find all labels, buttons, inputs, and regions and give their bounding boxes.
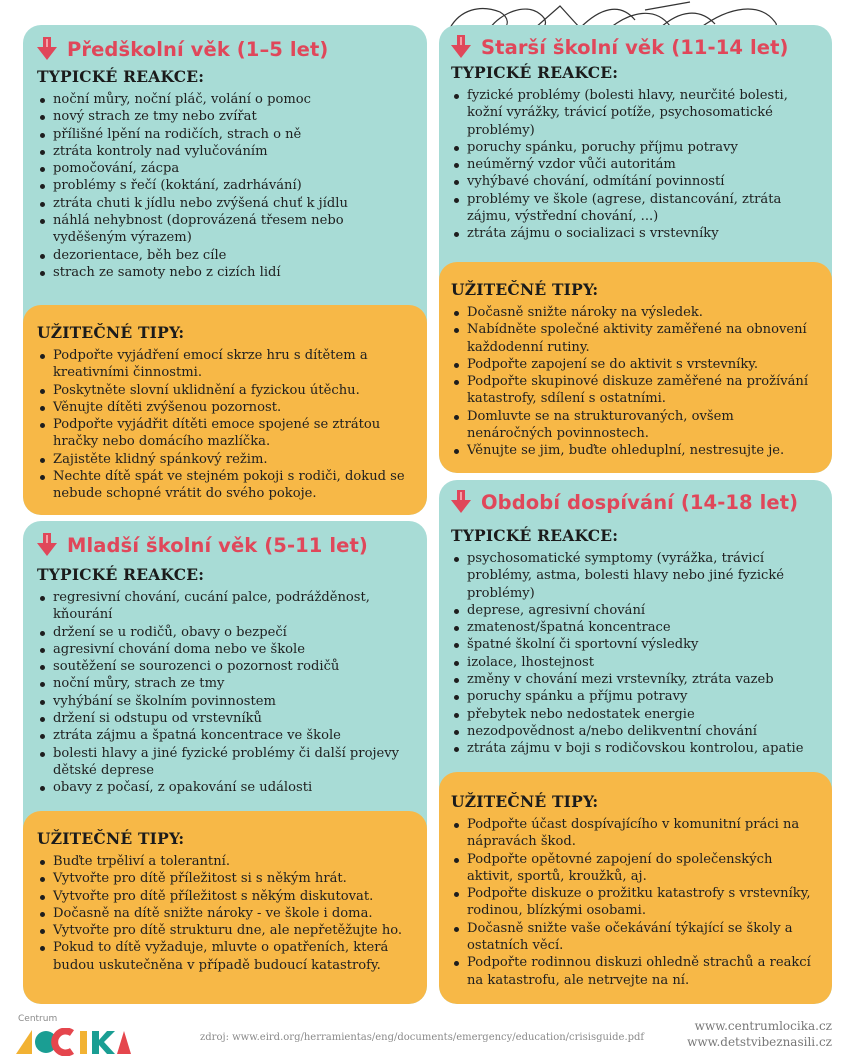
list-item: vyhýbání se školním povinnostem — [37, 693, 413, 710]
reactions-list — [451, 550, 820, 758]
list-item: Podpořte vyjádřit dítěti emoce spojené se ztrátou hračky nebo domácího mazlíčka. — [37, 416, 413, 451]
list-item: přebytek nebo nedostatek energie — [451, 706, 820, 723]
list-item: ztráta zájmu v boji s rodičovskou kontrolou, apatie — [451, 740, 820, 757]
list-item: dezorientace, běh bez cíle — [37, 247, 413, 264]
reactions-list — [37, 589, 413, 797]
list-item: Buďte trpěliví a tolerantní. — [37, 853, 413, 870]
tips-box — [439, 772, 832, 1004]
list-item: Podpořte opětovné zapojení do společenských aktivit, sportů, kroužků, aj. — [451, 851, 820, 886]
section-adolescence — [439, 480, 832, 1004]
list-item: Zajistěte klidný spánkový režim. — [37, 451, 413, 468]
locika-logo — [14, 1028, 132, 1056]
list-item: noční můry, strach ze tmy — [37, 675, 413, 692]
list-item: Podpořte rodinnou diskuzi ohledně strachů a reakcí na katastrofu, ale netrvejte na ní. — [451, 954, 820, 989]
list-item: Podpořte účast dospívajícího v komunitní práci na nápravách škod. — [451, 816, 820, 851]
list-item: vyhýbavé chování, odmítání povinností — [451, 173, 820, 190]
list-item: fyzické problémy (bolesti hlavy, neurčité bolesti, kožní vyrážky, trávicí potíže, psychosomatické problémy) — [451, 87, 820, 139]
section-title: Starší školní věk (11-14 let) — [481, 35, 789, 59]
list-item: soutěžení se sourozenci o pozornost rodičů — [37, 658, 413, 675]
section-younger-school — [23, 521, 427, 1004]
website-links — [687, 1018, 832, 1050]
list-item: změny v chování mezi vrstevníky, ztráta vazeb — [451, 671, 820, 688]
list-item: ztráta chuti k jídlu nebo zvýšená chuť k jídlu — [37, 195, 413, 212]
tips-list — [451, 304, 820, 460]
list-item: problémy s řečí (koktání, zadrhávání) — [37, 177, 413, 194]
list-item: Pokud to dítě vyžaduje, mluvte o opatřeních, která budou uskutečněna v případě budoucí katastrofy. — [37, 939, 413, 974]
section-title: Období dospívání (14-18 let) — [481, 490, 799, 514]
list-item: regresivní chování, cucání palce, podrážděnost, kňourání — [37, 589, 413, 624]
section-title: Mladší školní věk (5-11 let) — [67, 533, 368, 557]
list-item: Podpořte skupinové diskuze zaměřené na prožívání katastrofy, sdílení s ostatními. — [451, 373, 820, 408]
list-item: bolesti hlavy a jiné fyzické problémy či další projevy dětské deprese — [37, 745, 413, 780]
tips-list — [451, 816, 820, 989]
section-title: Předškolní věk (1–5 let) — [67, 37, 329, 61]
list-item: Nabídněte společné aktivity zaměřené na obnovení každodenní rutiny. — [451, 321, 820, 356]
reactions-heading: TYPICKÉ REAKCE: — [37, 67, 205, 86]
tips-list — [37, 347, 413, 503]
list-item: držení se u rodičů, obavy o bezpečí — [37, 624, 413, 641]
list-item: poruchy spánku a příjmu potravy — [451, 688, 820, 705]
reactions-heading: TYPICKÉ REAKCE: — [451, 63, 619, 82]
list-item: Vytvořte pro dítě příležitost s někým diskutovat. — [37, 888, 413, 905]
list-item: držení si odstupu od vrstevníků — [37, 710, 413, 727]
reactions-heading: TYPICKÉ REAKCE: — [37, 565, 205, 584]
section-header — [37, 533, 413, 557]
url-centrum[interactable]: www.centrumlocika.cz — [694, 1019, 832, 1033]
list-item: pomočování, zácpa — [37, 160, 413, 177]
list-item: obavy z počasí, z opakování se události — [37, 779, 413, 796]
list-item: izolace, lhostejnost — [451, 654, 820, 671]
list-item: poruchy spánku, poruchy příjmu potravy — [451, 139, 820, 156]
tips-heading: UŽITEČNÉ TIPY: — [451, 280, 599, 299]
list-item: agresivní chování doma nebo ve škole — [37, 641, 413, 658]
tips-box — [439, 262, 832, 473]
tips-list — [37, 853, 413, 974]
list-item: zmatenost/špatná koncentrace — [451, 619, 820, 636]
list-item: Nechte dítě spát ve stejném pokoji s rodiči, dokud se nebude schopné vrátit do svého pokoje. — [37, 468, 413, 503]
list-item: Podpořte zapojení se do aktivit s vrstevníky. — [451, 356, 820, 373]
list-item: Dočasně snižte nároky na výsledek. — [451, 304, 820, 321]
logo-caption: Centrum — [18, 1014, 58, 1024]
tips-box — [23, 811, 427, 1004]
list-item: ztráta zájmu o socializaci s vrstevníky — [451, 225, 820, 242]
list-item: Vytvořte pro dítě příležitost si s někým hrát. — [37, 870, 413, 887]
list-item: ztráta kontroly nad vylučováním — [37, 143, 413, 160]
arrow-down-icon — [451, 35, 471, 59]
list-item: Dočasně snižte vaše očekávání týkající se školy a ostatních věcí. — [451, 920, 820, 955]
section-header — [37, 37, 413, 61]
list-item: deprese, agresivní chování — [451, 602, 820, 619]
list-item: Věnujte dítěti zvýšenou pozornost. — [37, 399, 413, 416]
tips-heading: UŽITEČNÉ TIPY: — [37, 323, 185, 342]
arrow-down-icon — [37, 37, 57, 61]
tips-heading: UŽITEČNÉ TIPY: — [451, 792, 599, 811]
list-item: nezodpovědnost a/nebo delikventní chování — [451, 723, 820, 740]
list-item: špatné školní či sportovní výsledky — [451, 636, 820, 653]
list-item: psychosomatické symptomy (vyrážka, trávicí problémy, astma, bolesti hlavy nebo jiné fyzické problémy) — [451, 550, 820, 602]
tips-box — [23, 305, 427, 515]
list-item: Dočasně na dítě snižte nároky - ve škole i doma. — [37, 905, 413, 922]
list-item: neúměrný vzdor vůči autoritám — [451, 156, 820, 173]
list-item: Vytvořte pro dítě strukturu dne, ale nepřetěžujte ho. — [37, 922, 413, 939]
list-item: náhlá nehybnost (doprovázená třesem nebo vyděšeným výrazem) — [37, 212, 413, 247]
arrow-down-icon — [451, 490, 471, 514]
list-item: problémy ve škole (agrese, distancování, ztráta zájmu, výstřední chování, ...) — [451, 191, 820, 226]
list-item: Podpořte vyjádření emocí skrze hru s dítětem a kreativními činnostmi. — [37, 347, 413, 382]
section-header — [451, 490, 820, 514]
list-item: Podpořte diskuze o prožitku katastrofy s vrstevníky, rodinou, blízkými osobami. — [451, 885, 820, 920]
source-note: zdroj: www.eird.org/herramientas/eng/documents/emergency/education/crisisguide.pdf — [200, 1032, 645, 1043]
reactions-list — [451, 87, 820, 243]
list-item: strach ze samoty nebo z cizích lidí — [37, 264, 413, 281]
footer — [0, 1006, 850, 1062]
list-item: ztráta zájmu a špatná koncentrace ve škole — [37, 727, 413, 744]
list-item: přílišné lpění na rodičích, strach o ně — [37, 126, 413, 143]
section-older-school — [439, 25, 832, 473]
section-header — [451, 35, 820, 59]
reactions-list — [37, 91, 413, 281]
list-item: Domluvte se na strukturovaných, ovšem nenáročných povinnostech. — [451, 408, 820, 443]
arrow-down-icon — [37, 533, 57, 557]
section-preschool — [23, 25, 427, 515]
tips-heading: UŽITEČNÉ TIPY: — [37, 829, 185, 848]
list-item: nový strach ze tmy nebo zvířat — [37, 108, 413, 125]
url-detstvi[interactable]: www.detstvibeznasili.cz — [687, 1035, 832, 1049]
list-item: noční můry, noční pláč, volání o pomoc — [37, 91, 413, 108]
reactions-heading: TYPICKÉ REAKCE: — [451, 526, 619, 545]
list-item: Poskytněte slovní uklidnění a fyzickou útěchu. — [37, 382, 413, 399]
list-item: Věnujte se jim, buďte ohleduplní, nestresujte je. — [451, 442, 820, 459]
top-illustration — [430, 0, 850, 28]
